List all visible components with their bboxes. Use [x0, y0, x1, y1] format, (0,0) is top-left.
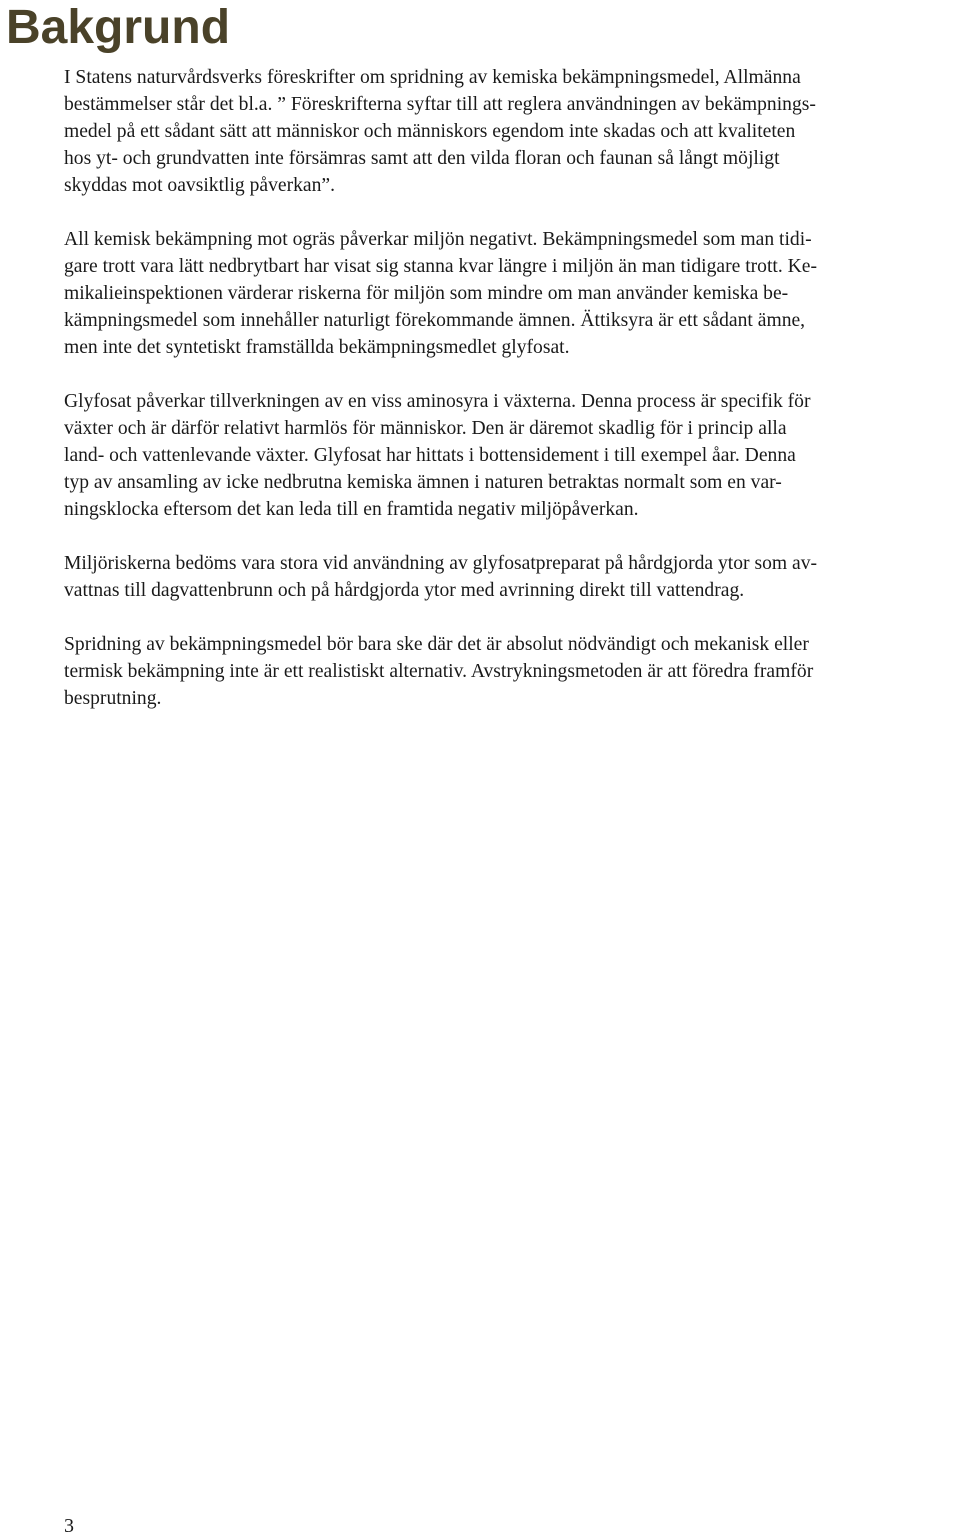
text-line: All kemisk bekämpning mot ogräs påverkar miljön negativt. Bekämpningsmedel som man tidi- [64, 229, 812, 250]
text-line: Miljöriskerna bedöms vara stora vid användning av glyfosatpreparat på hårdgjorda ytor som av- [64, 553, 818, 574]
paragraph-spreading [64, 631, 960, 712]
text-line: växter och är därför relativt harmlös för människor. Den är däremot skadlig för i princip alla [64, 418, 787, 439]
text-line: ningsklocka eftersom det kan leda till en framtida negativ miljöpåverkan. [64, 499, 639, 520]
text-line: mikalieinspektionen värderar riskerna för miljön som mindre om man använder kemiska be- [64, 283, 789, 304]
text-line: hos yt- och grundvatten inte försämras samt att den vilda floran och faunan så långt möjligt [64, 148, 780, 169]
text-line: kämpningsmedel som innehåller naturligt förekommande ämnen. Ättiksyra är ett sådant ämne, [64, 310, 806, 331]
text-line: termisk bekämpning inte är ett realistiskt alternativ. Avstrykningsmetoden är att föredra framför [64, 661, 814, 682]
text-line: I Statens naturvårdsverks föreskrifter om spridning av kemiska bekämpningsmedel, Allmänna [64, 67, 801, 88]
text-line: bestämmelser står det bl.a. ” Föreskrifterna syftar till att reglera användningen av bekämpnings- [64, 94, 816, 115]
text-line: men inte det syntetiskt framställda bekämpningsmedlet glyfosat. [64, 337, 570, 358]
section-heading: Bakgrund [6, 1, 231, 54]
text-line: Spridning av bekämpningsmedel bör bara ske där det är absolut nödvändigt och mekanisk eller [64, 634, 809, 655]
paragraph-chemical-control [64, 226, 960, 361]
body-text [64, 64, 960, 739]
text-line: besprutning. [64, 688, 162, 709]
paragraph-environmental-risks [64, 550, 960, 604]
text-line: Glyfosat påverkar tillverkningen av en viss aminosyra i växterna. Denna process är specifik för [64, 391, 811, 412]
text-line: gare trott vara lätt nedbrytbart har visat sig stanna kvar längre i miljön än man tidigare trott. Ke- [64, 256, 818, 277]
text-line: medel på ett sådant sätt att människor och människors egendom inte skadas och att kvaliteten [64, 121, 796, 142]
text-line: skyddas mot oavsiktlig påverkan”. [64, 175, 335, 196]
paragraph-intro [64, 64, 960, 199]
paragraph-glyphosate [64, 388, 960, 523]
text-line: typ av ansamling av icke nedbrutna kemiska ämnen i naturen betraktas normalt som en var- [64, 472, 782, 493]
text-line: vattnas till dagvattenbrunn och på hårdgjorda ytor med avrinning direkt till vattendrag. [64, 580, 745, 601]
page-number: 3 [64, 1515, 74, 1537]
text-line: land- och vattenlevande växter. Glyfosat har hittats i bottensidement i till exempel åar. Denna [64, 445, 796, 466]
